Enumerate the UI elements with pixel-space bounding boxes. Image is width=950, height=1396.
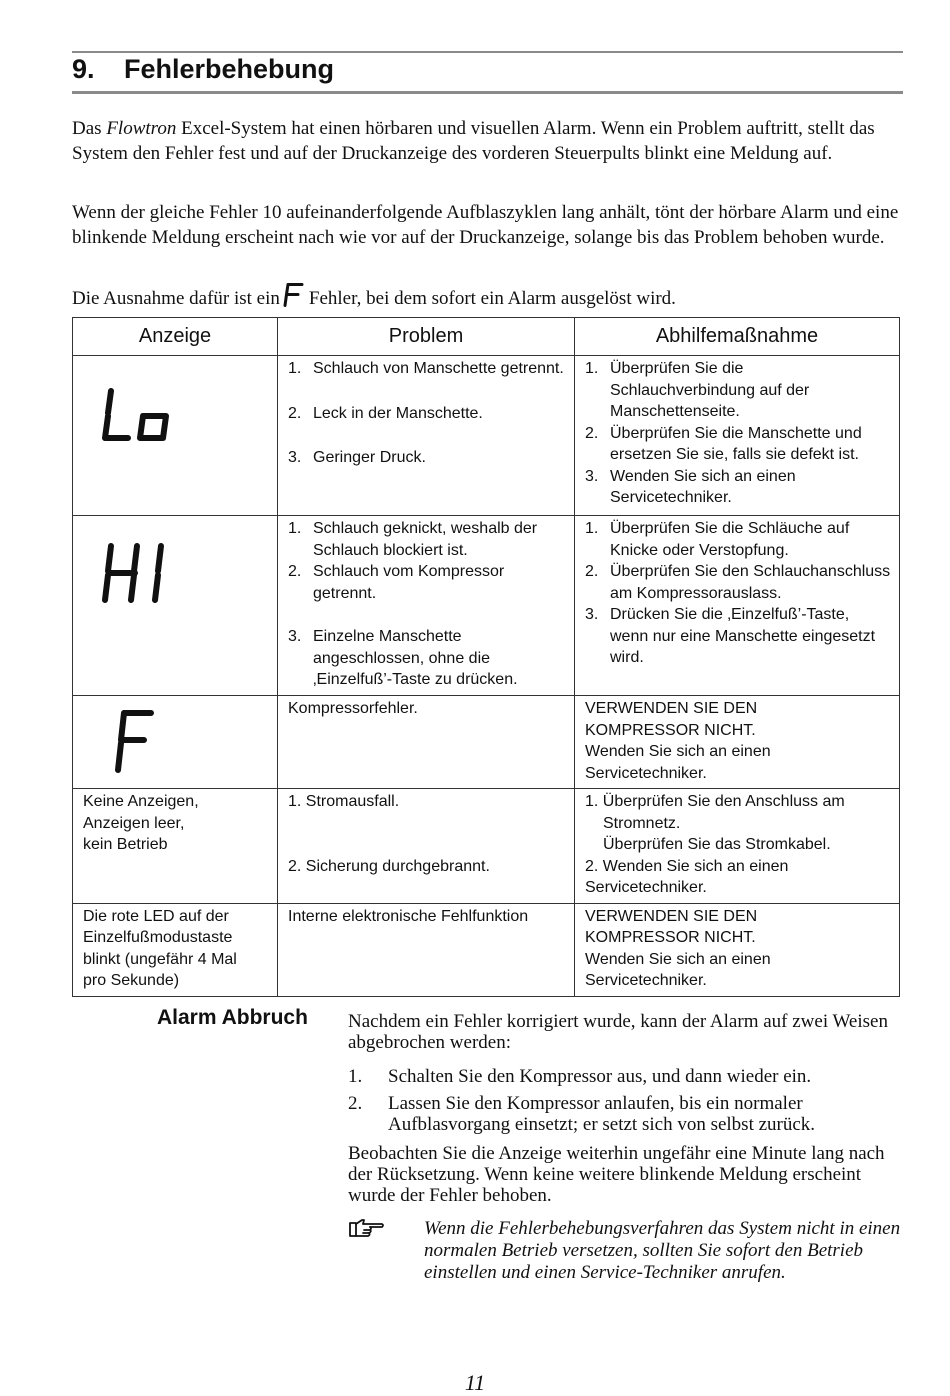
pointing-hand-icon	[348, 1216, 386, 1246]
problem-cell-led: Interne elektronische Fehlfunktion	[278, 903, 575, 996]
problem-cell-no-display: 1. Stromausfall. 2. Sicherung durchgebrannt.	[278, 789, 575, 904]
remedy-cell-hi	[575, 516, 900, 696]
remedy-cell-led: VERWENDEN SIE DEN KOMPRESSOR NICHT. Wenden Sie sich an einen Servicetechniker.	[575, 903, 900, 996]
list-item: 1. Überprüfen Sie die Schläuche auf Knicke oder Verstopfung.	[585, 520, 850, 559]
section-number: 9.	[72, 54, 95, 84]
list-item: 1. Schlauch von Manschette getrennt.	[288, 360, 564, 377]
alarm-reset-steps	[348, 1066, 903, 1135]
intro-paragraph-3: Die Ausnahme dafür ist ein Fehler, bei dem sofort ein Alarm ausgelöst wird.	[72, 283, 907, 311]
problem-cell-f: Kompressorfehler.	[278, 696, 575, 789]
remedy-cell-lo	[575, 356, 900, 516]
table-row-lo	[73, 356, 900, 516]
alarm-reset-heading: Alarm Abbruch	[157, 1006, 308, 1029]
section-heading	[72, 54, 334, 85]
display-cell-no-display: Keine Anzeigen, Anzeigen leer, kein Betrieb	[73, 789, 278, 904]
page-number: 11	[464, 1370, 486, 1395]
list-item: 3. Wenden Sie sich an einen Servicetechniker.	[585, 467, 796, 506]
display-cell-lo	[73, 356, 278, 516]
table-row-hi	[73, 516, 900, 696]
intro-paragraph-2: Wenn der gleiche Fehler 10 aufeinanderfolgende Aufblaszyklen lang anhält, tönt der hörbare Alarm und eine blinkende Meldung erscheint nach wie vor auf der Druckanzeige, solange bis das Problem behoben wurde.	[72, 202, 899, 248]
display-cell-led: Die rote LED auf der Einzelfußmodustaste blinkt (ungefähr 4 Mal pro Sekunde)	[73, 903, 278, 996]
list-item: 3. Geringer Druck.	[288, 449, 426, 466]
table-row-no-display	[73, 789, 900, 904]
segment-f-inline-icon	[283, 283, 305, 307]
header-problem: Problem	[278, 318, 575, 356]
error-table	[72, 317, 900, 997]
table-header-row	[73, 318, 900, 356]
warning-note: Wenn die Fehlerbehebungsverfahren das System nicht in einen normalen Betrieb versetzen, sollten Sie sofort den Betrieb einstellen und einen Service-Techniker anrufen.	[424, 1218, 901, 1283]
heading-rule-top	[72, 51, 903, 53]
section-title: Fehlerbehebung	[124, 54, 335, 84]
remedy-cell-f: VERWENDEN SIE DEN KOMPRESSOR NICHT. Wenden Sie sich an einen Servicetechniker.	[575, 696, 900, 789]
list-item: 1. Überprüfen Sie die Schlauchverbindung auf der Manschettenseite.	[585, 360, 810, 420]
problem-cell-lo	[278, 356, 575, 516]
heading-rule-bottom	[72, 91, 903, 94]
alarm-reset-observe: Beobachten Sie die Anzeige weiterhin ungefähr eine Minute lang nach der Rücksetzung. Wenn keine weitere blinkende Meldung erscheint wurde der Fehler behoben.	[348, 1143, 885, 1206]
list-item: 3. Einzelne Manschette angeschlossen, ohne die ‚Einzelfuß’-Taste zu drücken.	[288, 628, 518, 688]
intro-paragraph-1: Das Flowtron Excel-System hat einen hörbaren und visuellen Alarm. Wenn ein Problem auftritt, stellt das System den Fehler fest und auf der Druckanzeige des vorderen Steuerpults blinkt eine Meldung auf.	[72, 118, 875, 164]
header-display: Anzeige	[73, 318, 278, 356]
table-row-led	[73, 903, 900, 996]
table-row-f	[73, 696, 900, 789]
segment-display-f-icon	[111, 708, 161, 776]
list-item: 2. Schlauch vom Kompressor getrennt.	[288, 563, 505, 602]
list-item: 1. Schlauch geknickt, weshalb der Schlauch blockiert ist.	[288, 520, 538, 559]
list-item: 2. Lassen Sie den Kompressor anlaufen, bis ein normaler Aufblasvorgang einsetzt; er setzt sich von selbst zurück.	[348, 1093, 816, 1135]
remedy-cell-no-display: 1. Überprüfen Sie den Anschluss am Stromnetz. Überprüfen Sie das Stromkabel. 2. Wenden Sie sich an einen Servicetechniker.	[575, 789, 900, 904]
list-item: 2. Überprüfen Sie die Manschette und ersetzen Sie sie, falls sie defekt ist.	[585, 424, 862, 463]
display-cell-f	[73, 696, 278, 789]
alarm-reset-intro: Nachdem ein Fehler korrigiert wurde, kann der Alarm auf zwei Weisen abgebrochen werden:	[348, 1011, 888, 1053]
list-item: 3. Drücken Sie die ‚Einzelfuß’-Taste, wenn nur eine Manschette eingesetzt wird.	[585, 606, 876, 666]
problem-cell-hi	[278, 516, 575, 696]
list-item: 2. Überprüfen Sie den Schlauchanschluss am Kompressorauslass.	[585, 563, 891, 602]
display-cell-hi	[73, 516, 278, 696]
list-item: 2. Leck in der Manschette.	[288, 404, 483, 422]
segment-display-lo-icon	[101, 386, 201, 444]
brand-name: Flowtron	[106, 118, 177, 139]
list-item: 1. Schalten Sie den Kompressor aus, und dann wieder ein.	[348, 1066, 812, 1087]
header-remedy: Abhilfemaßnahme	[575, 318, 900, 356]
segment-display-hi-icon	[101, 542, 181, 606]
